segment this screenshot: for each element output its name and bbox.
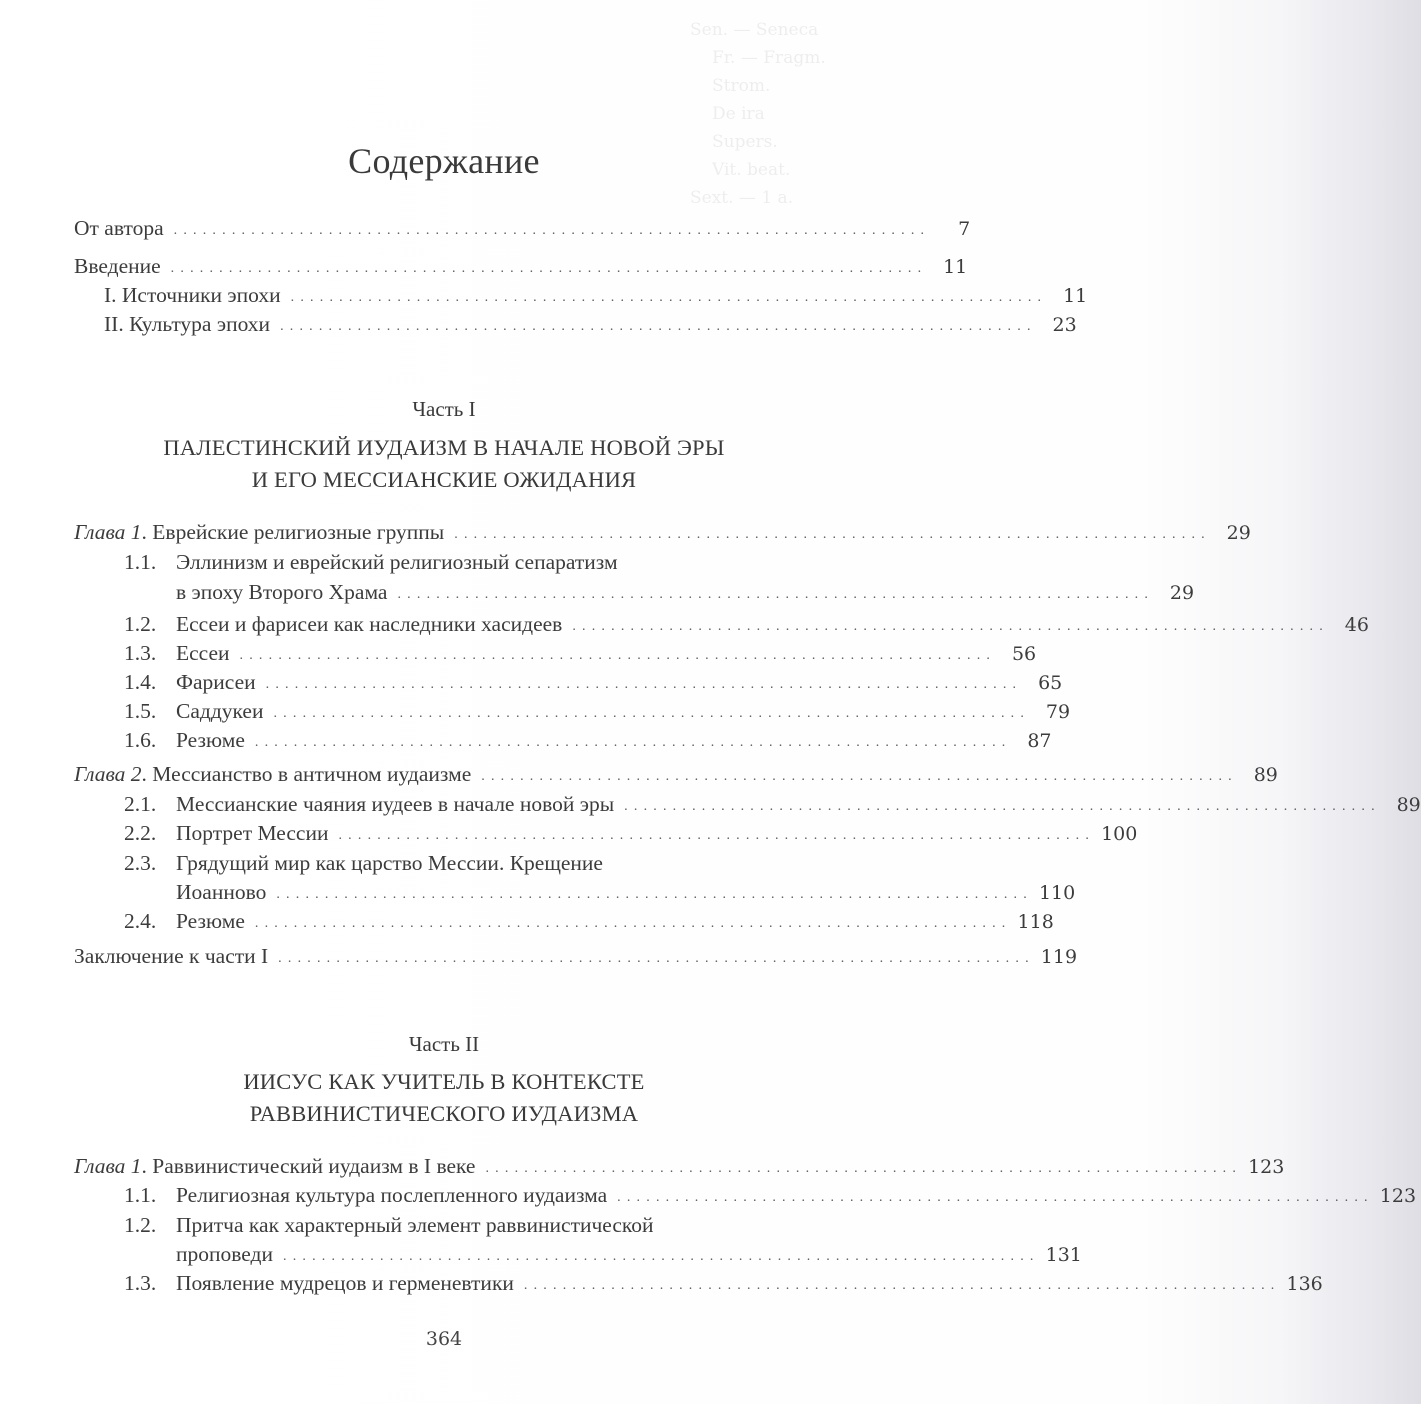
part-2-label: Часть II xyxy=(408,1032,480,1056)
toc-page-number: 110 xyxy=(1038,882,1076,904)
leader-dots: .............................................................................. xyxy=(454,527,1211,542)
toc-entry-label: Саддукеи xyxy=(176,699,264,723)
toc-page-number: 23 xyxy=(1052,314,1077,336)
leader-dots: .............................................................................. xyxy=(283,1249,1040,1264)
leader-dots: .............................................................................. xyxy=(338,828,1096,843)
section-number: 1.1. xyxy=(124,1183,157,1207)
toc-entry-label: I. Источники эпохи xyxy=(104,283,281,307)
leader-dots: .............................................................................. xyxy=(173,223,931,238)
part-1-title-line-2: И ЕГО МЕССИАНСКИЕ ОЖИДАНИЯ xyxy=(251,467,637,492)
leader-dots: .............................................................................. xyxy=(278,951,1035,966)
toc-page-number: 7 xyxy=(958,218,971,240)
toc-page-number: 89 xyxy=(1396,794,1421,816)
toc-entry-label: От автора xyxy=(74,216,164,240)
page-number: 364 xyxy=(425,1328,463,1350)
toc-entry-label: Появление мудрецов и герменевтики xyxy=(176,1271,514,1295)
chapter-prefix: Глава 1 xyxy=(74,1154,142,1178)
toc-page-number: 79 xyxy=(1045,701,1071,723)
toc-entry-label: . Еврейские религиозные группы xyxy=(141,520,445,544)
section-number: 1.5. xyxy=(124,699,157,723)
toc-chapter-entry[interactable] xyxy=(74,517,1251,547)
part-1-label: Часть I xyxy=(412,397,476,421)
toc-entry-label: Религиозная культура послепленного иудаизма xyxy=(176,1183,608,1207)
toc-entry-label: II. Культура эпохи xyxy=(104,312,271,336)
toc-entry-label: Фарисеи xyxy=(176,670,256,694)
bleed-through-text: Supers. xyxy=(712,132,778,152)
toc-entry-label: Мессианские чаяния иудеев в начале новой эры xyxy=(176,792,615,816)
chapter-prefix: Глава 1 xyxy=(74,520,142,544)
toc-entry-label: Ессеи и фарисеи как наследники хасидеев xyxy=(176,612,563,636)
toc-section-entry[interactable] xyxy=(124,789,1421,819)
toc-page-number: 119 xyxy=(1040,946,1078,968)
bleed-through-text: Strom. xyxy=(712,76,771,96)
toc-page-number: 131 xyxy=(1045,1244,1082,1266)
chapter-prefix: Глава 2 xyxy=(74,762,142,786)
toc-section-entry[interactable] xyxy=(124,906,1054,936)
toc-page-number: 118 xyxy=(1017,911,1054,933)
leader-dots: .............................................................................. xyxy=(239,648,997,663)
leader-dots: .............................................................................. xyxy=(572,619,1329,634)
leader-dots: .............................................................................. xyxy=(624,799,1381,814)
toc-section-entry[interactable] xyxy=(124,609,1369,639)
toc-page-number: 29 xyxy=(1226,522,1251,544)
section-number: 1.2. xyxy=(124,612,157,636)
toc-section-entry[interactable] xyxy=(124,818,1138,848)
part-1-title-line-1: ПАЛЕСТИНСКИЙ ИУДАИЗМ В НАЧАЛЕ НОВОЙ ЭРЫ xyxy=(163,435,725,460)
toc-page-number: 65 xyxy=(1038,672,1063,694)
section-number: 1.2. xyxy=(124,1213,157,1237)
toc-entry-label: Резюме xyxy=(176,728,245,752)
leader-dots: .............................................................................. xyxy=(290,290,1048,305)
section-number: 1.6. xyxy=(124,728,157,752)
section-number: 1.4. xyxy=(124,670,157,694)
leader-dots: .............................................................................. xyxy=(397,587,1155,602)
part-2-title-line-1: ИИСУС КАК УЧИТЕЛЬ В КОНТЕКСТЕ xyxy=(243,1069,645,1094)
section-number: 2.1. xyxy=(124,792,157,816)
toc-entry-label: Резюме xyxy=(176,909,245,933)
leader-dots: .............................................................................. xyxy=(276,887,1033,902)
toc-page-number: 123 xyxy=(1379,1185,1417,1207)
toc-page-number: 136 xyxy=(1286,1273,1323,1295)
toc-section-entry[interactable] xyxy=(124,1180,1417,1210)
page-title: Содержание xyxy=(348,141,540,181)
toc-entry-label: Притча как характерный элемент раввинистической xyxy=(176,1213,654,1237)
leader-dots: .............................................................................. xyxy=(265,677,1023,692)
toc-section-entry[interactable] xyxy=(124,547,822,577)
toc-page-number: 100 xyxy=(1101,823,1138,845)
section-number: 2.3. xyxy=(124,851,157,875)
bleed-through-text: Sen. — Seneca xyxy=(690,20,819,40)
toc-page-number: 123 xyxy=(1248,1156,1285,1178)
toc-entry[interactable] xyxy=(104,309,1077,339)
leader-dots: .............................................................................. xyxy=(254,916,1012,931)
toc-entry-label: Портрет Мессии xyxy=(176,821,329,845)
toc-entry[interactable] xyxy=(104,280,1088,310)
toc-page-number: 89 xyxy=(1253,764,1278,786)
toc-entry-continuation[interactable] xyxy=(124,1239,1082,1269)
toc-section-entry[interactable] xyxy=(124,667,1063,697)
toc-entry-label: Введение xyxy=(74,254,161,278)
toc-entry-label: Грядущий мир как царство Мессии. Крещение xyxy=(176,851,603,875)
toc-section-entry[interactable] xyxy=(124,848,822,878)
toc-page-number: 87 xyxy=(1027,730,1052,752)
bleed-through-text: De ira xyxy=(712,104,765,124)
toc-entry[interactable] xyxy=(74,251,968,281)
toc-entry-label: в эпоху Второго Храма xyxy=(176,580,388,604)
toc-page-number: 29 xyxy=(1169,582,1195,604)
toc-entry-label: Ессеи xyxy=(176,641,230,665)
leader-dots: .............................................................................. xyxy=(485,1161,1243,1176)
bleed-through-text: Sext. — 1 a. xyxy=(690,188,794,208)
leader-dots: .............................................................................. xyxy=(170,261,928,276)
leader-dots: .............................................................................. xyxy=(273,706,1031,721)
toc-page-number: 11 xyxy=(943,256,968,278)
toc-section-entry[interactable] xyxy=(124,1210,822,1240)
toc-chapter-entry[interactable] xyxy=(74,759,1278,789)
toc-section-entry[interactable] xyxy=(124,638,1037,668)
section-number: 1.1. xyxy=(124,550,157,574)
toc-entry-label: проповеди xyxy=(176,1242,273,1266)
part-2-title-line-2: РАВВИНИСТИЧЕСКОГО ИУДАИЗМА xyxy=(249,1101,639,1126)
toc-section-entry[interactable] xyxy=(124,1268,1323,1298)
leader-dots: .............................................................................. xyxy=(254,735,1012,750)
section-number: 2.2. xyxy=(124,821,157,845)
toc-section-entry[interactable] xyxy=(124,696,1071,726)
toc-entry-label: . Мессианство в античном иудаизме xyxy=(141,762,472,786)
toc-page-number: 46 xyxy=(1344,614,1369,636)
bleed-through-text: Fr. — Fragm. xyxy=(712,48,826,68)
toc-entry-label: Эллинизм и еврейский религиозный сепаратизм xyxy=(176,550,618,574)
toc-entry-continuation[interactable] xyxy=(124,577,1195,607)
section-number: 1.3. xyxy=(124,1271,157,1295)
toc-entry-continuation[interactable] xyxy=(124,877,1076,907)
toc-entry-label: Иоанново xyxy=(176,880,267,904)
leader-dots: .............................................................................. xyxy=(523,1278,1281,1293)
toc-section-entry[interactable] xyxy=(124,725,1052,755)
toc-entry[interactable] xyxy=(74,213,971,243)
toc-entry[interactable] xyxy=(74,941,1078,971)
leader-dots: .............................................................................. xyxy=(481,769,1238,784)
section-number: 1.3. xyxy=(124,641,157,665)
leader-dots: .............................................................................. xyxy=(617,1190,1374,1205)
toc-entry-label: Заключение к части I xyxy=(74,944,269,968)
toc-entry-label: . Раввинистический иудаизм в I веке xyxy=(141,1154,476,1178)
leader-dots: .............................................................................. xyxy=(280,319,1037,334)
section-number: 2.4. xyxy=(124,909,157,933)
toc-chapter-entry[interactable] xyxy=(74,1151,1285,1181)
toc-page-number: 11 xyxy=(1063,285,1088,307)
bleed-through-text: Vit. beat. xyxy=(712,160,791,180)
toc-page-number: 56 xyxy=(1011,643,1037,665)
